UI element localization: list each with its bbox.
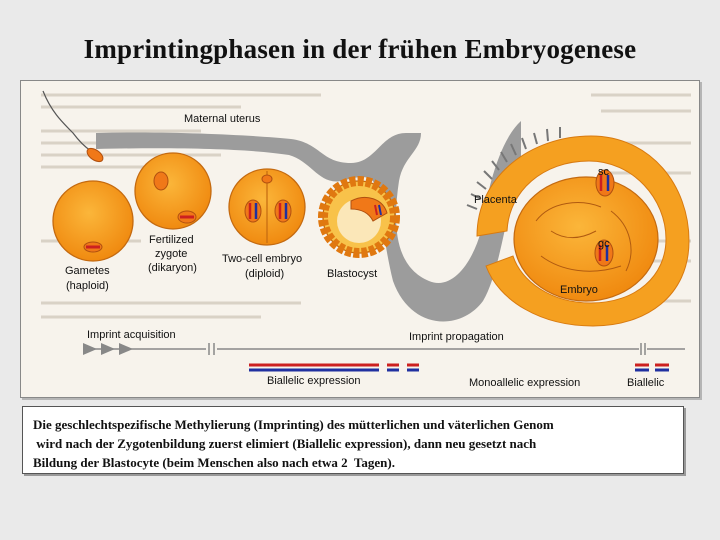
imprint-timeline bbox=[83, 329, 685, 355]
blastocyst-label: Blastocyst bbox=[327, 268, 378, 280]
embryo-label: Embryo bbox=[560, 284, 598, 296]
maternal-uterus-label: Maternal uterus bbox=[184, 113, 261, 125]
two-cell-embryo bbox=[229, 169, 305, 245]
page-title: Imprintingphasen in der frühen Embryogenese bbox=[83, 34, 637, 64]
placenta-label: Placenta bbox=[474, 194, 517, 206]
gametes-label: Gametes bbox=[65, 265, 110, 277]
two-cell-label: Two-cell embryo bbox=[222, 253, 303, 265]
gametes-sublabel: (haploid) bbox=[66, 280, 109, 292]
imprint-propagation-label: Imprint propagation bbox=[409, 331, 504, 343]
sperm-illustration bbox=[43, 91, 105, 164]
monoallelic-expression-label: Monoallelic expression bbox=[469, 377, 581, 389]
gc-label: gc bbox=[598, 238, 610, 250]
caption-line-3: Bildung der Blastocyte (beim Menschen also nach etwa 2 Tagen). bbox=[33, 455, 395, 470]
blastocyst-cell bbox=[323, 181, 395, 253]
imprinting-diagram bbox=[21, 81, 699, 397]
expression-bars bbox=[249, 365, 669, 389]
zygote-cell bbox=[135, 153, 211, 229]
diagram-panel bbox=[20, 80, 700, 398]
caption-line-1: Die geschlechtspezifische Methylierung (Imprinting) des mütterlichen und väterlichen Genom bbox=[33, 417, 554, 432]
imprint-acquisition-label: Imprint acquisition bbox=[87, 329, 176, 341]
biallelic-label: Biallelic bbox=[627, 377, 665, 389]
zygote-label: zygote bbox=[155, 248, 188, 260]
zygote-sublabel: (dikaryon) bbox=[148, 262, 197, 274]
caption-line-2: wird nach der Zygotenbildung zuerst elimiert (Biallelic expression), dann neu gesetzt nach bbox=[33, 436, 537, 451]
biallelic-expression-label: Biallelic expression bbox=[267, 375, 361, 387]
caption-box bbox=[22, 406, 684, 474]
two-cell-sublabel: (diploid) bbox=[245, 268, 285, 280]
fertilized-label: Fertilized bbox=[149, 234, 194, 246]
embryo-body bbox=[514, 177, 658, 301]
sc-label: sc bbox=[598, 166, 609, 178]
gametes-cell bbox=[53, 181, 133, 261]
